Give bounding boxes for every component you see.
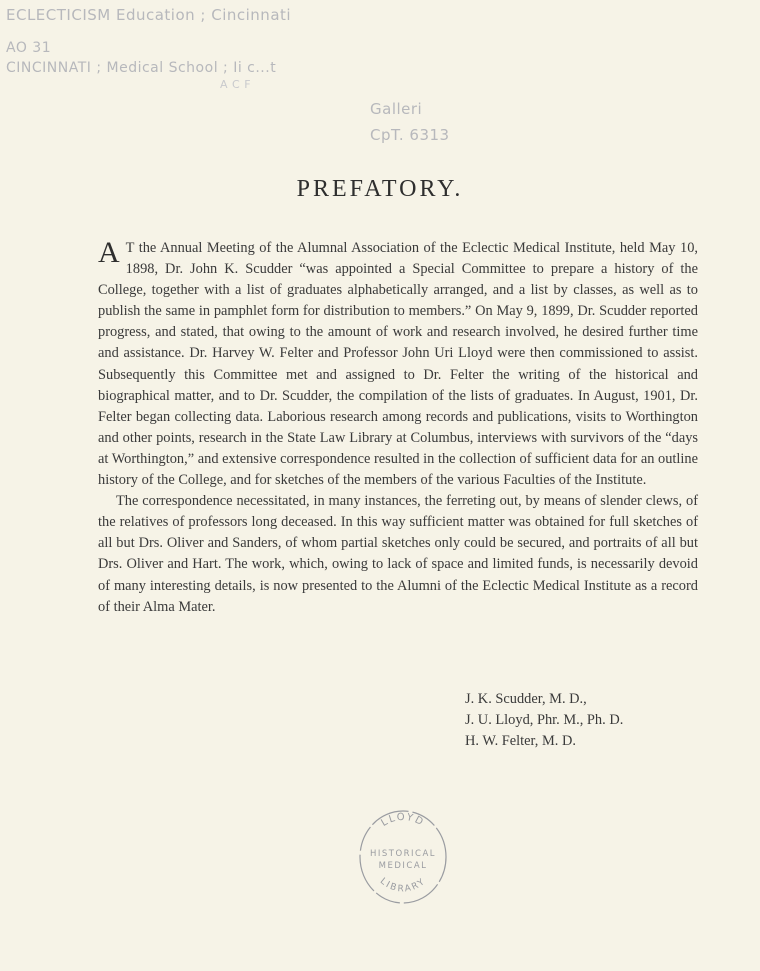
stamp-line-2: MEDICAL xyxy=(378,861,428,871)
signature-felter: H. W. Felter, M. D. xyxy=(465,733,576,749)
paragraph-1 xyxy=(98,238,698,491)
paragraph-1-text: T the Annual Meeting of the Alumnal Association of the Eclectic Medical Institute, held May 10, 1898, Dr. John K. Scudder “was appointed a Special Committee to prepare a history of the College, together with a list of graduates alphabetically arranged, and a list by classes, as well as to publish the same in pamphlet form for distribution to members.” On May 9, 1899, Dr. Scudder reported progress, and stated, that owing to the amount of work and research involved, he desired further time and assistance. Dr. Harvey W. Felter and Professor John Uri Lloyd were then commissioned to assist. Subsequently this Committee met and assigned to Dr. Felter the writing of the historical and biographical matter, and to Dr. Scudder, the compilation of the lists of graduates. In August, 1901, Dr. Felter began collecting data. Laborious research among records and publications, visits to Worthington and other points, research in the State Law Library at Columbus, interviews with survivors of the “days at Worthington,” and extensive correspondence resulted in the collection of sufficient data for an outline history of the College, and for sketches of the members of the various Faculties of the Institute. xyxy=(98,240,698,489)
signature-lloyd: J. U. Lloyd, Phr. M., Ph. D. xyxy=(465,712,624,728)
svg-text:LIBRARY xyxy=(378,876,428,894)
pencil-note-name: Galleri xyxy=(370,100,423,118)
pencil-note-initials: A C F xyxy=(220,78,252,91)
pencil-note-subject: ECLECTICISM Education ; Cincinnati xyxy=(6,6,292,24)
signature-block xyxy=(465,689,623,752)
pencil-note-callnumber: CpT. 6313 xyxy=(370,126,450,144)
page-title: PREFATORY. xyxy=(296,176,464,202)
stamp-top-text: LLOYD xyxy=(379,811,427,829)
pencil-note-subject-2: CINCINNATI ; Medical School ; Ii c...t xyxy=(6,60,277,76)
body-text xyxy=(98,238,698,618)
stamp-line-1: HISTORICAL xyxy=(369,849,437,859)
paragraph-2: The correspondence necessitated, in many instances, the ferreting out, by means of slender clews, of the relatives of professors long deceased. In this way sufficient matter was obtained for full sketches of all but Drs. Oliver and Sanders, of whom partial sketches only could be secured, and portraits of all but Drs. Oliver and Hart. The work, which, owing to lack of space and limited funds, is necessarily devoid of many interesting details, is now presented to the Alumni of the Eclectic Medical Institute as a record of their Alma Mater. xyxy=(98,493,698,615)
drop-cap: A xyxy=(98,236,120,269)
library-stamp xyxy=(354,806,452,908)
pencil-note-code: AO 31 xyxy=(6,40,52,56)
signature-scudder: J. K. Scudder, M. D., xyxy=(465,691,587,707)
library-stamp-icon xyxy=(354,806,452,908)
stamp-bottom-text: LIBRARY xyxy=(377,876,429,895)
